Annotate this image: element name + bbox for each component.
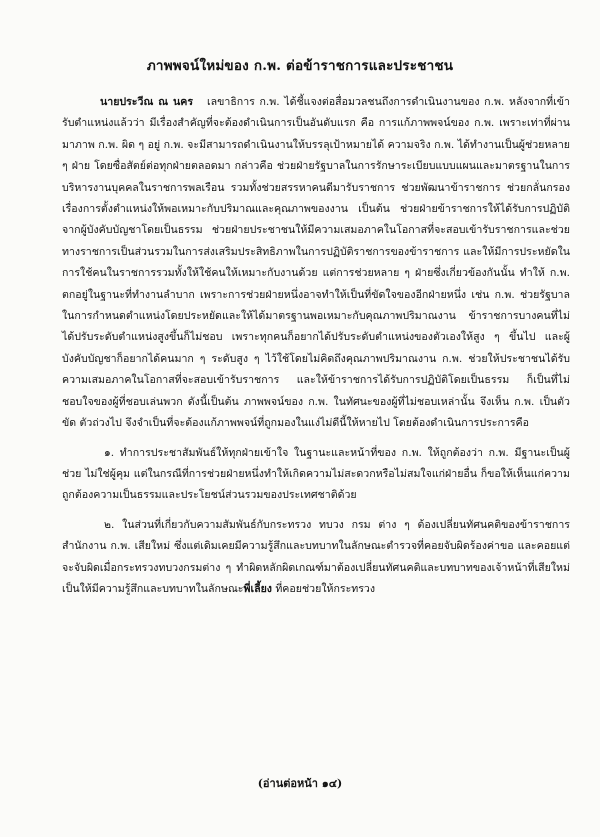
paragraph-point-2 (62, 515, 570, 601)
paragraph-intro-text: เลขาธิการ ก.พ. ได้ชี้แจงต่อสื่อมวลชนถึงการดำเนินงานของ ก.พ. หลังจากที่เข้ารับตำแหน่งแล้วว่า มีเรื่องสำคัญที่จะต้องดำเนินการเป็นอันดับแรก คือ การแก้ภาพพจน์ของ ก.พ. เพราะเท่าที่ผ่านมาภาพ ก.พ. ผิด ๆ อยู่ ก.พ. จะมีสามารถดำเนินงานให้บรรลุเป้าหมายได้ ความจริง ก.พ. ได้ทำงานเป็นผู้ช่วยหลาย ๆ ฝ่าย โดยซื่อสัตย์ต่อทุกฝ่ายตลอดมา กล่าวคือ ช่วยฝ่ายรัฐบาลในการรักษาระเบียบแบบแผนและมาตรฐานในการบริหารงานบุคคลในราชการพลเรือน รวมทั้งช่วยสรรหาคนดีมารับราชการ ช่วยพัฒนาข้าราชการ ช่วยกลั่นกรองเรื่องการตั้งตำแหน่งให้พอเหมาะกับปริมาณและคุณภาพของงาน เป็นต้น ช่วยฝ่ายข้าราชการให้ได้รับการปฏิบัติจากผู้บังคับบัญชาโดยเป็นธรรม ช่วยฝ่ายประชาชนให้มีความเสมอภาคในโอกาสที่จะสอบเข้ารับราชการและช่วยทางราชการเป็นส่วนรวมในการส่งเสริมประสิทธิภาพในการปฏิบัติราชการของข้าราชการ และให้มีการประหยัดในการใช้คนในราชการรวมทั้งให้ใช้คนให้เหมาะกับงานด้วย แต่การช่วยหลาย ๆ ฝ่ายซึ่งเกี่ยวข้องกันนั้น ทำให้ ก.พ. ตกอยู่ในฐานะที่ทำงานลำบาก เพราะการช่วยฝ่ายหนึ่งอาจทำให้เป็นที่ขัดใจของอีกฝ่ายหนึ่ง เช่น ก.พ. ช่วยรัฐบาลในการกำหนดตำแหน่งโดยประหยัดและให้ได้มาตรฐานพอเหมาะกับคุณภาพปริมาณงาน ข้าราชการบางคนที่ไม่ได้ปรับระดับตำแหน่งสูงขึ้นก็ไม่ชอบ เพราะทุกคนก็อยากได้ปรับระดับตำแหน่งของตัวเองให้สูง ๆ ขึ้นไป และผู้บังคับบัญชาก็อยากได้คนมาก ๆ ระดับสูง ๆ ไว้ใช้โดยไม่คิดถึงคุณภาพปริมาณงาน ก.พ. ช่วยให้ประชาชนได้รับความเสมอภาคในโอกาสที่จะสอบเข้ารับราชการ และให้ข้าราชการได้รับการปฏิบัติโดยเป็นธรรม ก็เป็นที่ไม่ชอบใจของผู้ที่ชอบเล่นพวก ดังนี้เป็นต้น ภาพพจน์ของ ก.พ. ในทัศนะของผู้ที่ไม่ชอบเหล่านั้น จึงเห็น ก.พ. เป็นตัวขัด ตัวถ่วงไป จึงจำเป็นที่จะต้องแก้ภาพพจน์ที่ถูกมองในแง่ไม่ดีนี้ให้หายไป โดยต้องดำเนินการประการคือ (62, 96, 570, 430)
continued-note: (อ่านต่อหน้า ๑๔) (257, 777, 343, 790)
emphasis-mentor: พี่เลี้ยง (243, 582, 272, 595)
paragraph-point-2-end: ที่คอยช่วยให้กระทรวง (275, 582, 376, 595)
paragraph-intro (62, 92, 570, 435)
paragraph-point-1: ๑. ทำการประชาสัมพันธ์ให้ทุกฝ่ายเข้าใจ ในฐานะและหน้าที่ของ ก.พ. ให้ถูกต้องว่า ก.พ. มีฐานะเป็นผู้ช่วย ไม่ใช่ผู้คุม แต่ในกรณีที่การช่วยฝ่ายหนึ่งทำให้เกิดความไม่สะดวกหรือไม่สมใจแก่ฝ่ายอื่น ก็ขอให้เห็นแก่ความถูกต้องความเป็นธรรมและประโยชน์ส่วนรวมของประเทศชาติด้วย (62, 446, 570, 502)
paragraph-point-2-text: ๒. ในส่วนที่เกี่ยวกับความสัมพันธ์กับกระทรวง ทบวง กรม ต่าง ๆ ต้องเปลี่ยนทัศนคติของข้าราชการสำนักงาน ก.พ. เสียใหม่ ซึ่งแต่เดิมเคยมีความรู้สึกและบทบาทในลักษณะตำรวจที่คอยจับผิดร้องค่าขอ และคอยแต่จะจับผิดเมื่อกระทรวงทบวงกรมต่าง ๆ ทำผิดหลักผิดเกณฑ์มาต้องเปลี่ยนทัศนคติและบทบาทของเจ้าหน้าที่เสียใหม่เป็นให้มีความรู้สึกและบทบาทในลักษณะ (62, 518, 570, 595)
author-name: นายประวีณ ณ นคร (100, 96, 194, 108)
document-body (62, 92, 570, 600)
page-title: ภาพพจน์ใหม่ของ ก.พ. ต่อข้าราชการและประชาชน (146, 58, 454, 74)
